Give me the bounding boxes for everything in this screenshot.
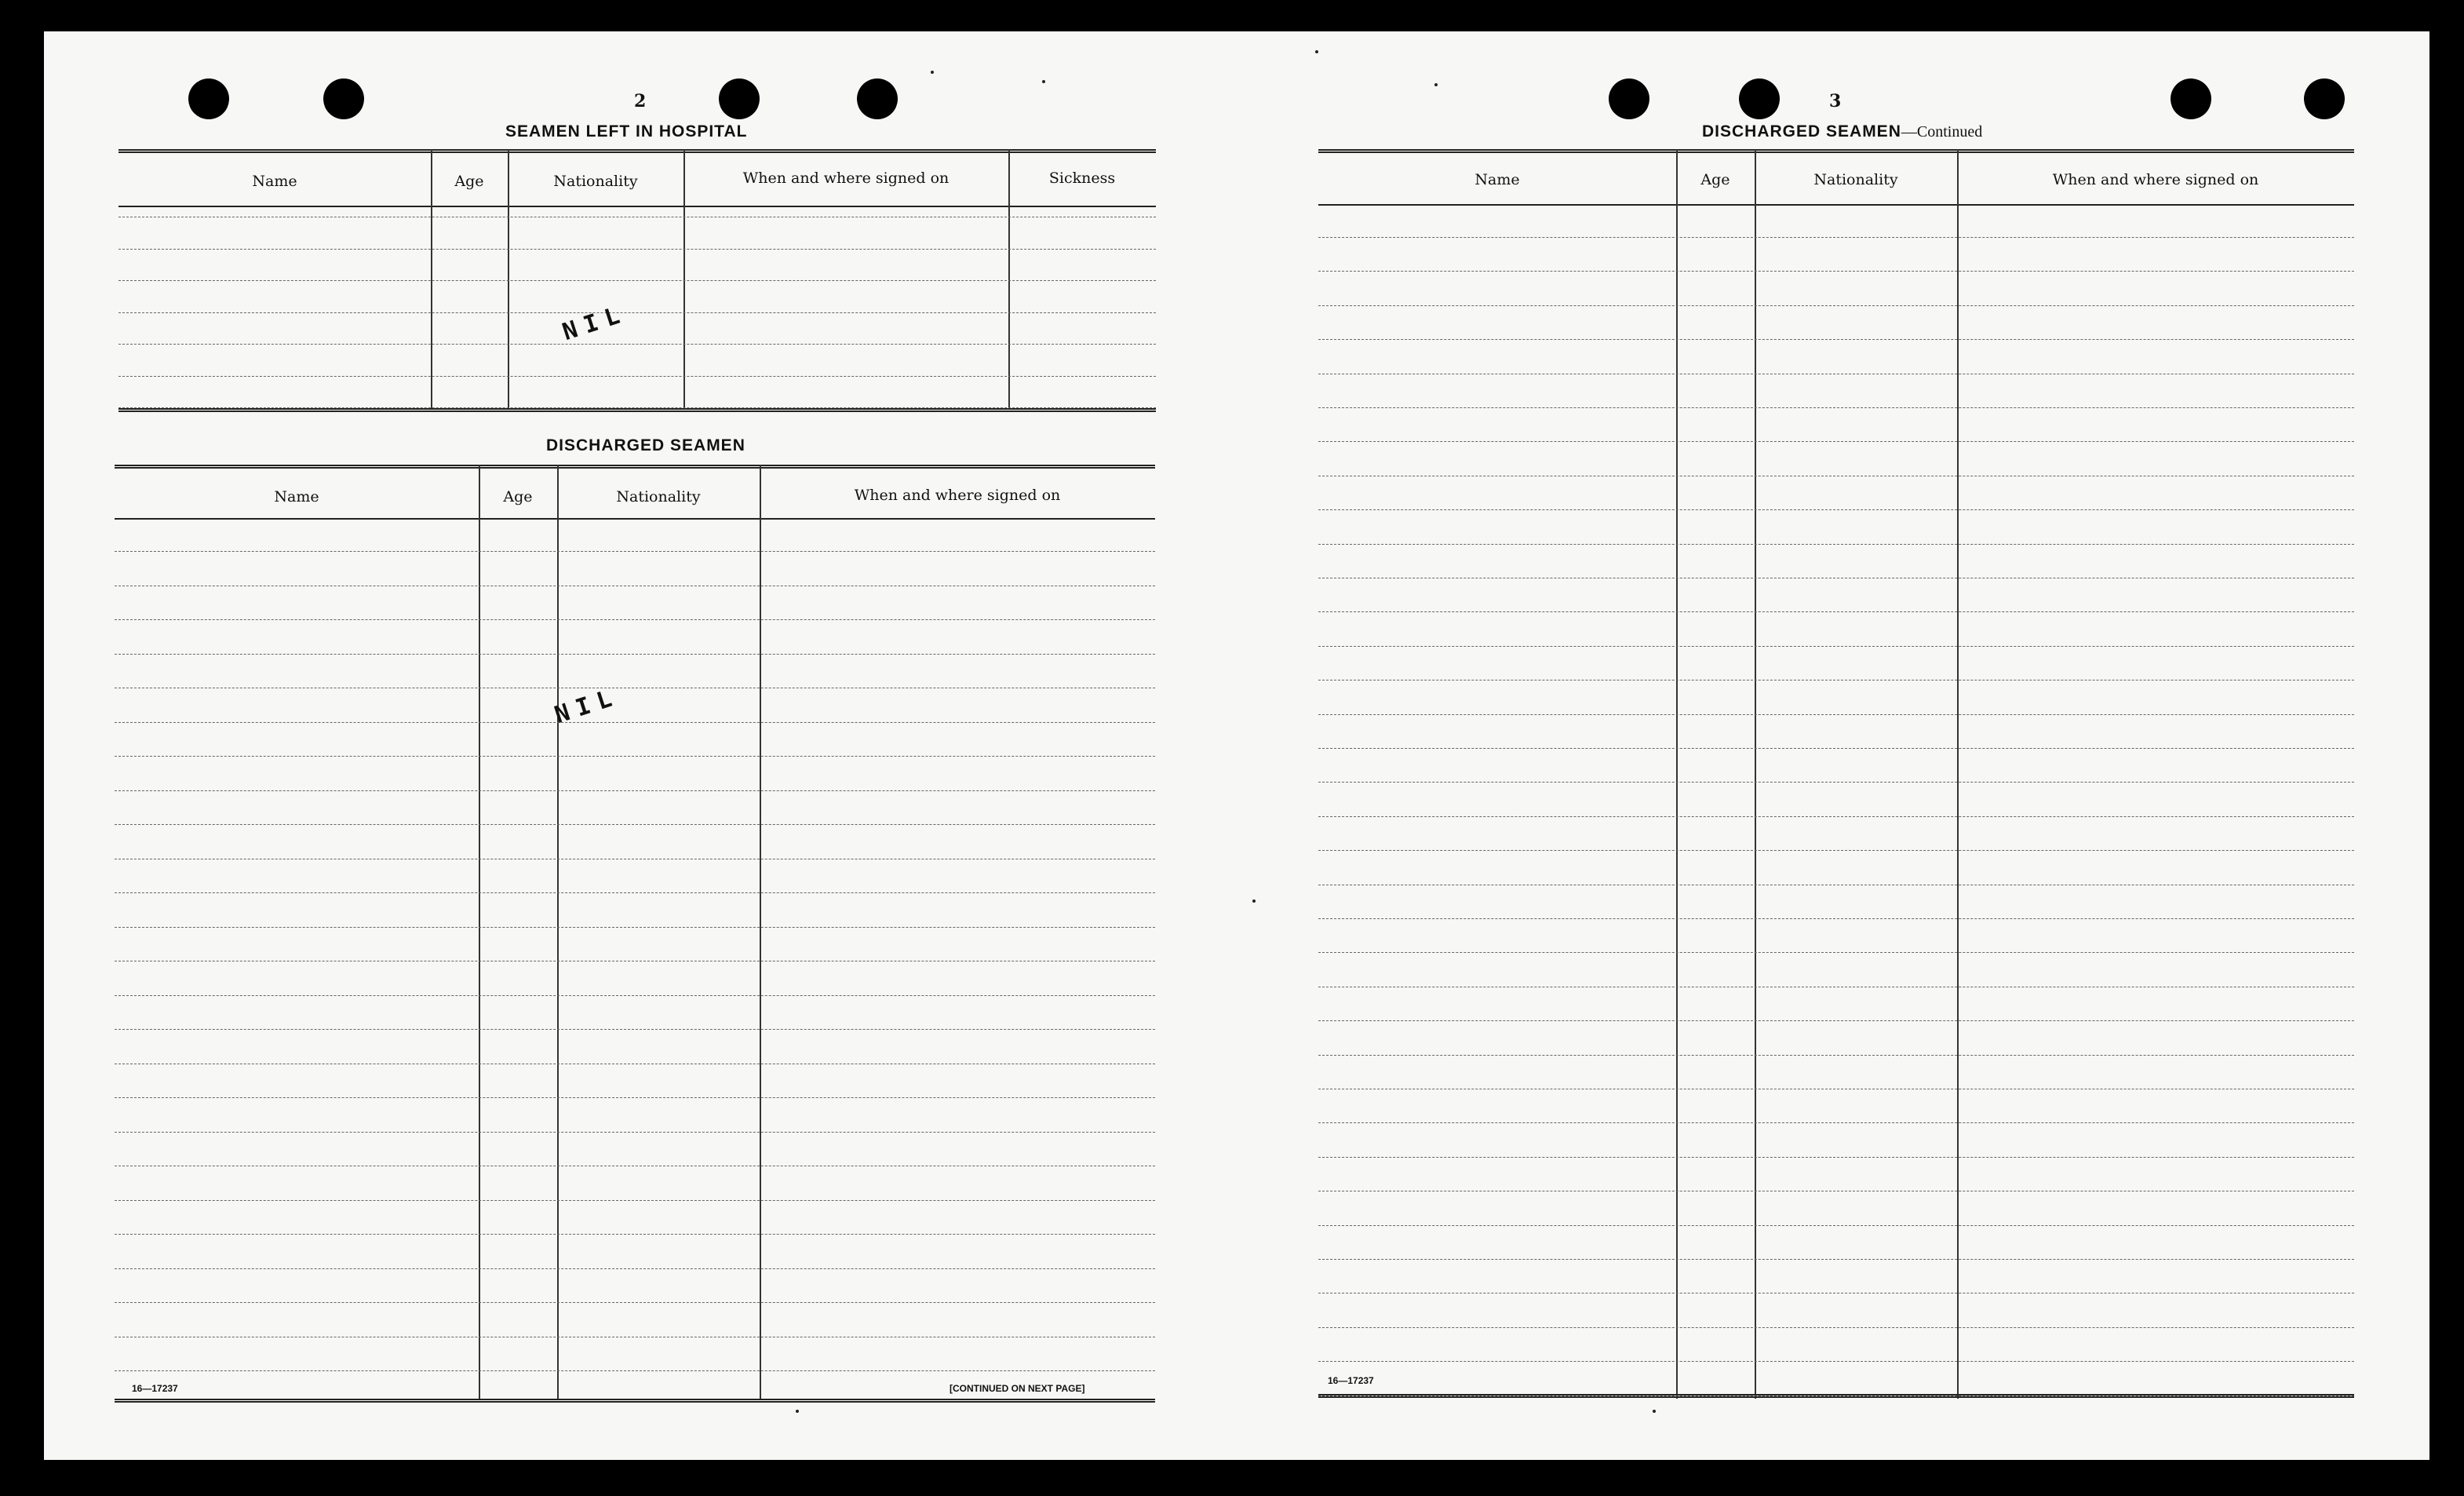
speck bbox=[1434, 83, 1438, 86]
table-row bbox=[1318, 237, 2354, 238]
table-row bbox=[115, 790, 1155, 791]
table-top-rule bbox=[115, 465, 1155, 469]
discharged-section-title: DISCHARGED SEAMEN bbox=[546, 436, 745, 454]
col-header-signed-on: When and where signed on bbox=[854, 487, 1061, 504]
table-row bbox=[115, 619, 1155, 620]
discharged-table bbox=[115, 465, 1155, 1407]
punch-hole bbox=[857, 78, 898, 119]
table-row bbox=[118, 344, 1156, 345]
column-divider bbox=[1755, 149, 1756, 1399]
punch-hole bbox=[2171, 78, 2211, 119]
left-page bbox=[44, 31, 1229, 1460]
punch-hole bbox=[323, 78, 364, 119]
punch-hole bbox=[719, 78, 760, 119]
table-row bbox=[118, 312, 1156, 313]
table-row bbox=[115, 1132, 1155, 1133]
form-number: 16—17237 bbox=[1328, 1375, 1374, 1386]
table-row bbox=[1318, 1327, 2354, 1328]
discharged-continued-title-main: DISCHARGED SEAMEN bbox=[1702, 122, 1901, 140]
continued-suffix: —Continued bbox=[1901, 123, 1983, 140]
table-row bbox=[1318, 1361, 2354, 1362]
col-header-signed-on: When and where signed on bbox=[2052, 171, 2259, 188]
table-row bbox=[1318, 1259, 2354, 1260]
table-row bbox=[1318, 544, 2354, 545]
hospital-table bbox=[118, 149, 1156, 416]
table-row bbox=[1318, 271, 2354, 272]
punch-hole bbox=[2304, 78, 2345, 119]
table-row bbox=[1318, 646, 2354, 647]
table-row bbox=[115, 1200, 1155, 1201]
column-divider bbox=[508, 149, 509, 410]
nil-stamp: NIL bbox=[551, 682, 623, 730]
speck bbox=[1653, 1410, 1656, 1413]
page-number: 2 bbox=[634, 91, 647, 111]
punch-hole bbox=[188, 78, 229, 119]
table-row bbox=[115, 892, 1155, 893]
speck bbox=[1252, 899, 1256, 903]
column-divider bbox=[1957, 149, 1959, 1399]
table-bottom-rule bbox=[115, 1399, 1155, 1403]
table-row bbox=[115, 1029, 1155, 1030]
table-top-rule bbox=[118, 149, 1156, 153]
col-header-age: Age bbox=[1700, 171, 1730, 188]
speck bbox=[931, 71, 934, 74]
form-number: 16—17237 bbox=[132, 1383, 178, 1394]
table-row bbox=[1318, 952, 2354, 953]
speck bbox=[1315, 50, 1318, 53]
table-row bbox=[1318, 1122, 2354, 1123]
table-row bbox=[115, 1370, 1155, 1371]
table-row bbox=[118, 249, 1156, 250]
table-row bbox=[1318, 1225, 2354, 1226]
column-divider bbox=[431, 149, 432, 410]
discharged-continued-table bbox=[1318, 149, 2354, 1405]
speck bbox=[1042, 80, 1045, 83]
col-header-signed-on: When and where signed on bbox=[742, 170, 950, 187]
table-row bbox=[1318, 714, 2354, 715]
continued-note: [CONTINUED ON NEXT PAGE] bbox=[950, 1383, 1085, 1394]
table-row bbox=[1318, 782, 2354, 783]
table-row bbox=[115, 995, 1155, 996]
table-row bbox=[1318, 816, 2354, 817]
document-sheet bbox=[44, 31, 2429, 1460]
header-rule bbox=[115, 518, 1155, 520]
col-header-nationality: Nationality bbox=[616, 488, 701, 505]
table-row bbox=[1318, 850, 2354, 851]
table-row bbox=[1318, 441, 2354, 442]
column-divider bbox=[1676, 149, 1678, 1399]
table-row bbox=[1318, 509, 2354, 510]
table-row bbox=[1318, 305, 2354, 306]
table-row bbox=[1318, 918, 2354, 919]
table-row bbox=[1318, 1157, 2354, 1158]
table-row bbox=[1318, 339, 2354, 340]
page-number: 3 bbox=[1829, 91, 1842, 111]
punch-hole bbox=[1739, 78, 1780, 119]
right-page bbox=[1229, 31, 2429, 1460]
column-divider bbox=[683, 149, 685, 410]
header-rule bbox=[118, 206, 1156, 207]
table-row bbox=[115, 927, 1155, 928]
col-header-nationality: Nationality bbox=[553, 173, 638, 190]
punch-hole bbox=[1609, 78, 1649, 119]
table-row bbox=[115, 722, 1155, 723]
col-header-sickness: Sickness bbox=[1048, 170, 1116, 187]
table-row bbox=[1318, 1055, 2354, 1056]
col-header-name: Name bbox=[1474, 171, 1520, 188]
table-row bbox=[115, 654, 1155, 655]
speck bbox=[796, 1410, 799, 1413]
col-header-age: Age bbox=[454, 173, 484, 190]
table-row bbox=[1318, 611, 2354, 612]
column-divider bbox=[760, 465, 761, 1400]
table-row bbox=[118, 407, 1156, 408]
table-row bbox=[115, 824, 1155, 825]
table-row bbox=[115, 1302, 1155, 1303]
discharged-continued-title bbox=[1702, 122, 1982, 141]
col-header-name: Name bbox=[274, 488, 319, 505]
nil-stamp: NIL bbox=[559, 299, 631, 347]
table-row bbox=[115, 1268, 1155, 1269]
table-row bbox=[115, 1097, 1155, 1098]
header-rule bbox=[1318, 204, 2354, 206]
table-row bbox=[115, 1234, 1155, 1235]
table-top-rule bbox=[1318, 149, 2354, 153]
column-divider bbox=[557, 465, 559, 1400]
table-row bbox=[118, 376, 1156, 377]
table-row bbox=[1318, 407, 2354, 408]
table-bottom-rule bbox=[118, 408, 1156, 412]
column-divider bbox=[1008, 149, 1010, 410]
table-row bbox=[1318, 748, 2354, 749]
col-header-age: Age bbox=[503, 488, 533, 505]
column-divider bbox=[479, 465, 480, 1400]
table-row bbox=[1318, 1020, 2354, 1021]
table-row bbox=[115, 551, 1155, 552]
table-row bbox=[118, 280, 1156, 281]
col-header-name: Name bbox=[252, 173, 297, 190]
hospital-section-title: SEAMEN LEFT IN HOSPITAL bbox=[505, 122, 748, 140]
table-row bbox=[115, 756, 1155, 757]
col-header-nationality: Nationality bbox=[1813, 171, 1898, 188]
